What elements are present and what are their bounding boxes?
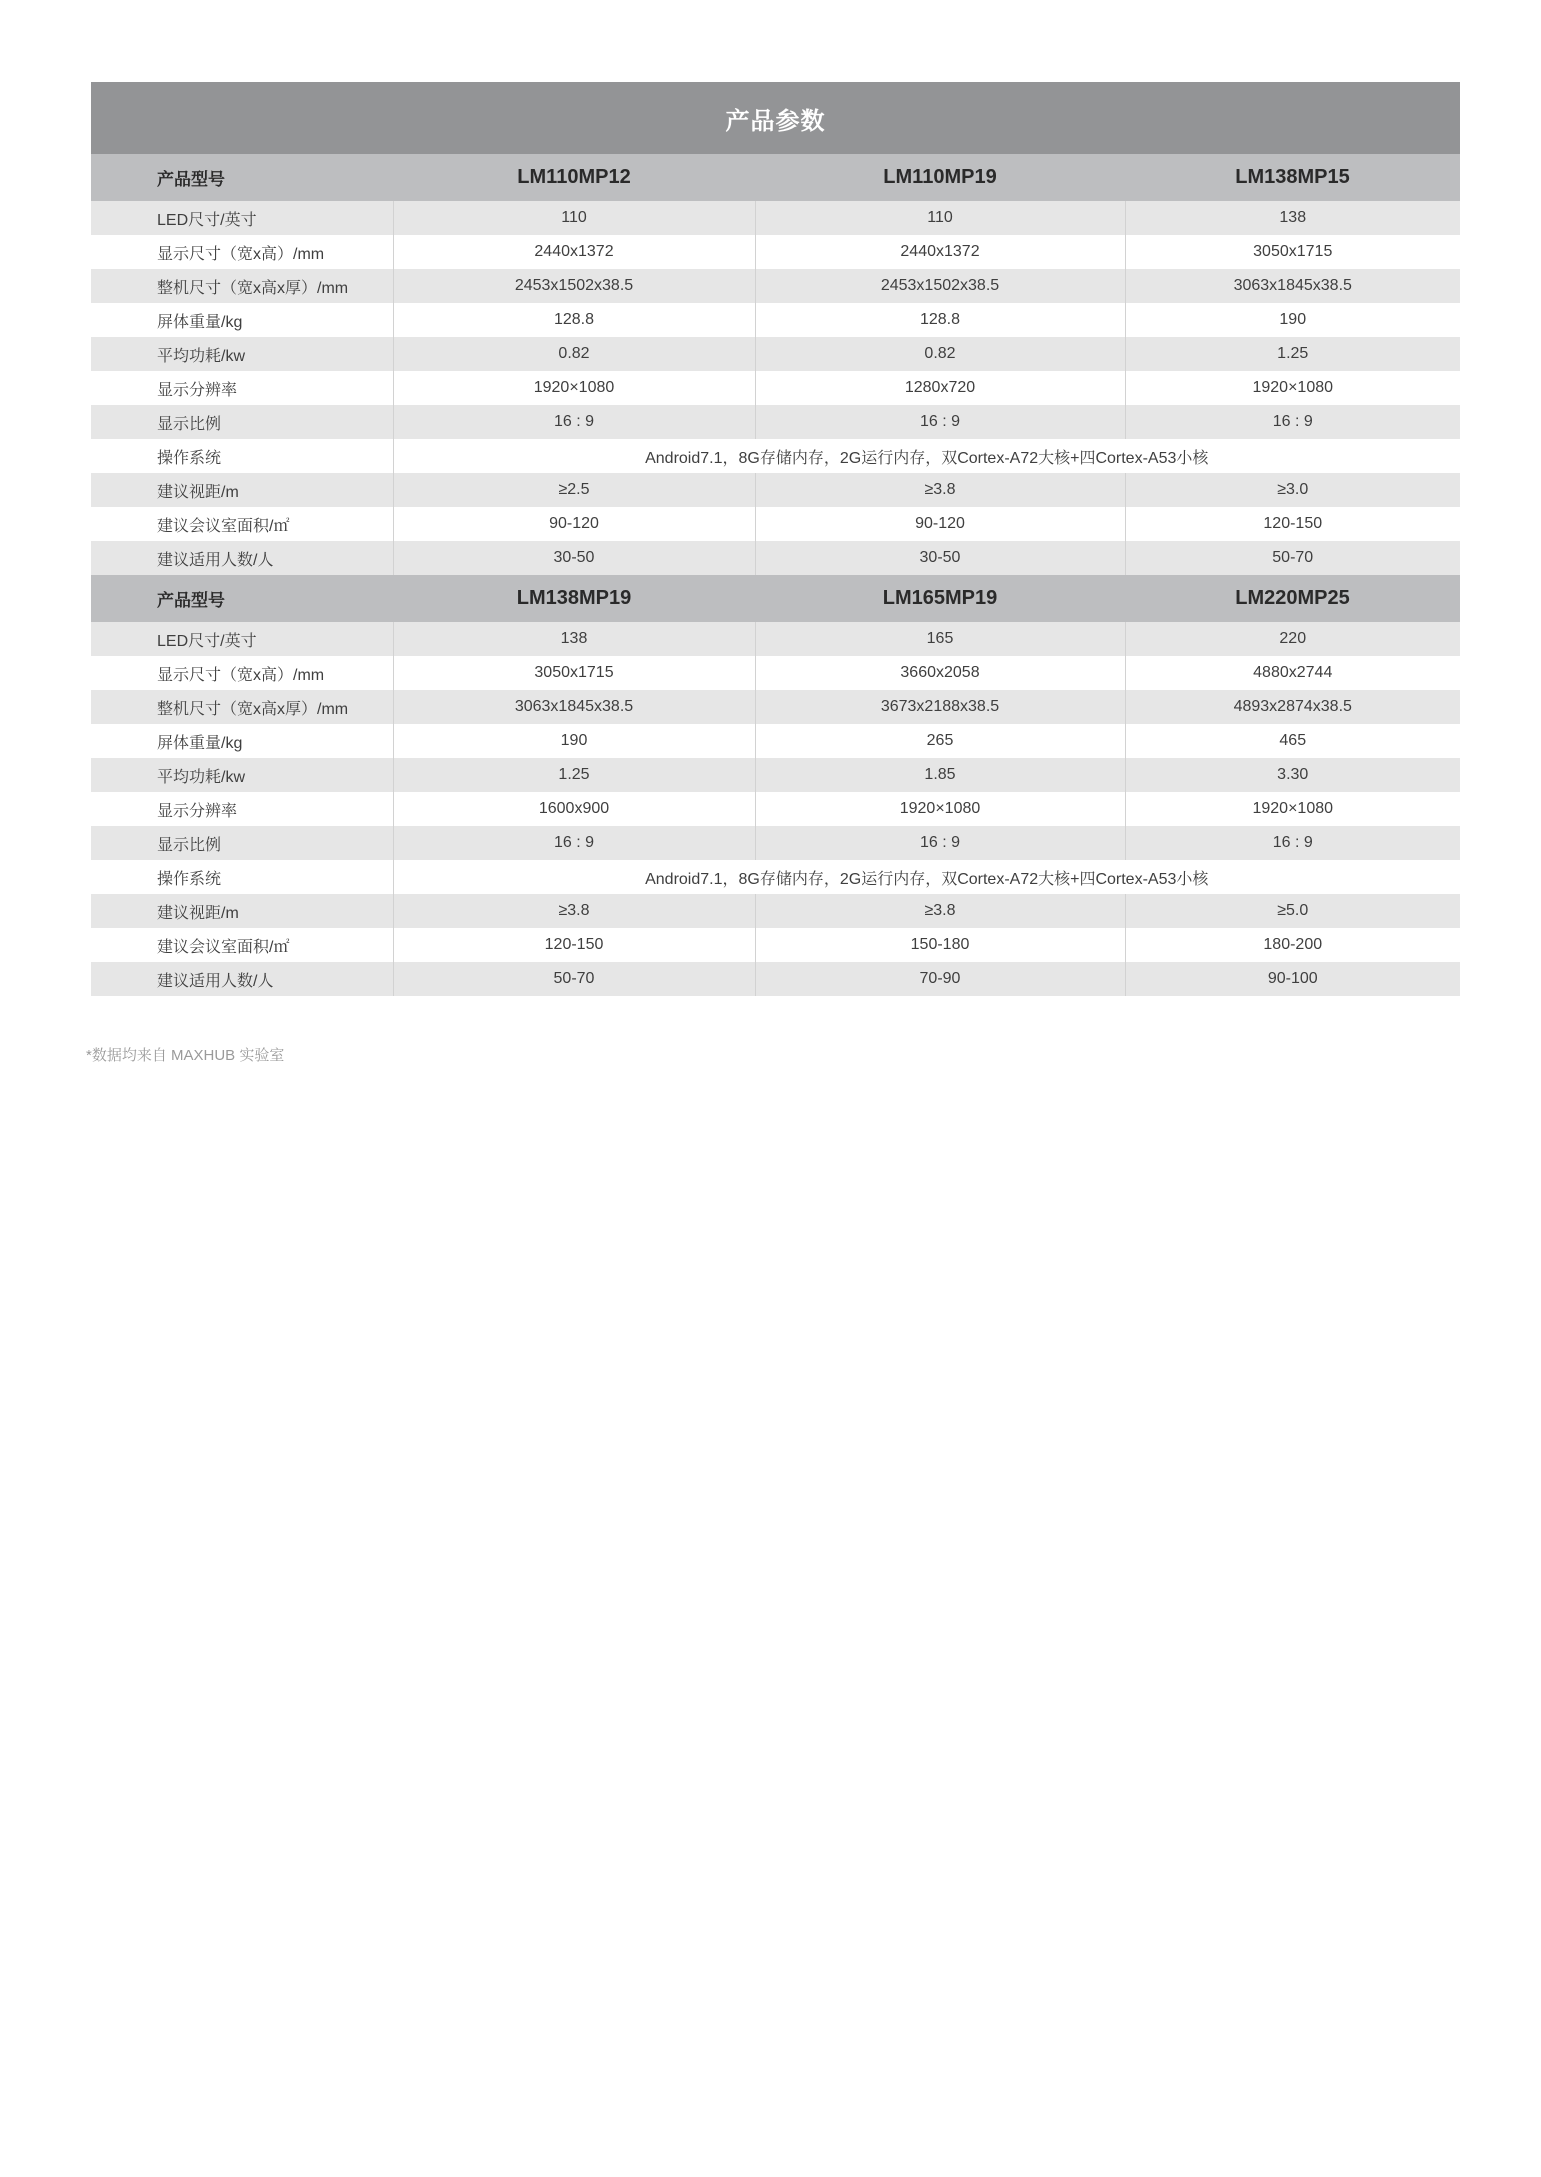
spec-value-merged: Android7.1，8G存储内存，2G运行内存，双Cortex-A72大核+四Cortex-A53小核 <box>393 860 1460 894</box>
spec-label: LED尺寸/英寸 <box>91 622 393 656</box>
spec-label: LED尺寸/英寸 <box>91 201 393 235</box>
spec-label: 建议会议室面积/㎡ <box>91 928 393 962</box>
spec-value: 120-150 <box>1125 507 1460 541</box>
model-label: 产品型号 <box>91 575 393 622</box>
spec-value: ≥5.0 <box>1125 894 1460 928</box>
spec-value: 30-50 <box>755 541 1125 575</box>
spec-value: ≥3.0 <box>1125 473 1460 507</box>
spec-label: 建议视距/m <box>91 473 393 507</box>
spec-value: 4893x2874x38.5 <box>1125 690 1460 724</box>
spec-value: ≥3.8 <box>755 473 1125 507</box>
spec-row <box>91 201 1460 235</box>
spec-value: ≥3.8 <box>393 894 755 928</box>
spec-row <box>91 826 1460 860</box>
spec-label: 建议视距/m <box>91 894 393 928</box>
spec-label: 平均功耗/kw <box>91 337 393 371</box>
spec-row <box>91 622 1460 656</box>
spec-label: 显示尺寸（宽x高）/mm <box>91 235 393 269</box>
spec-value: 2440x1372 <box>393 235 755 269</box>
spec-value: 50-70 <box>393 962 755 996</box>
spec-value: 110 <box>755 201 1125 235</box>
spec-value: 1920×1080 <box>393 371 755 405</box>
spec-value: 1.85 <box>755 758 1125 792</box>
spec-value: 2453x1502x38.5 <box>393 269 755 303</box>
spec-label: 显示尺寸（宽x高）/mm <box>91 656 393 690</box>
spec-value: 50-70 <box>1125 541 1460 575</box>
spec-value: 70-90 <box>755 962 1125 996</box>
spec-value: 150-180 <box>755 928 1125 962</box>
spec-value: 90-100 <box>1125 962 1460 996</box>
spec-row <box>91 724 1460 758</box>
model-label: 产品型号 <box>91 154 393 201</box>
spec-row <box>91 439 1460 473</box>
spec-value: 1.25 <box>393 758 755 792</box>
model-name: LM110MP12 <box>393 154 755 201</box>
spec-value: 90-120 <box>755 507 1125 541</box>
spec-row <box>91 269 1460 303</box>
spec-value: 1280x720 <box>755 371 1125 405</box>
spec-value: 2440x1372 <box>755 235 1125 269</box>
spec-value: 16 : 9 <box>1125 405 1460 439</box>
spec-value: 1920×1080 <box>1125 371 1460 405</box>
spec-value: 16 : 9 <box>393 405 755 439</box>
spec-value: 16 : 9 <box>1125 826 1460 860</box>
spec-value: 3050x1715 <box>393 656 755 690</box>
spec-value: 3050x1715 <box>1125 235 1460 269</box>
spec-row <box>91 656 1460 690</box>
spec-row <box>91 792 1460 826</box>
spec-label: 平均功耗/kw <box>91 758 393 792</box>
spec-value: 4880x2744 <box>1125 656 1460 690</box>
spec-row <box>91 690 1460 724</box>
spec-label: 操作系统 <box>91 860 393 894</box>
spec-value: 30-50 <box>393 541 755 575</box>
spec-row <box>91 303 1460 337</box>
model-header-row <box>91 154 1460 201</box>
spec-row <box>91 928 1460 962</box>
spec-value: 220 <box>1125 622 1460 656</box>
spec-value: 3063x1845x38.5 <box>1125 269 1460 303</box>
spec-value: 3660x2058 <box>755 656 1125 690</box>
spec-row <box>91 894 1460 928</box>
table-title-row <box>91 82 1460 154</box>
spec-row <box>91 371 1460 405</box>
spec-row <box>91 235 1460 269</box>
spec-value: 90-120 <box>393 507 755 541</box>
spec-value: 0.82 <box>393 337 755 371</box>
product-spec-table <box>91 82 1460 996</box>
spec-value: 190 <box>1125 303 1460 337</box>
spec-label: 建议会议室面积/㎡ <box>91 507 393 541</box>
spec-row <box>91 541 1460 575</box>
spec-value: 265 <box>755 724 1125 758</box>
spec-label: 显示比例 <box>91 405 393 439</box>
model-name: LM138MP15 <box>1125 154 1460 201</box>
spec-value: 3063x1845x38.5 <box>393 690 755 724</box>
spec-label: 整机尺寸（宽x高x厚）/mm <box>91 269 393 303</box>
spec-row <box>91 405 1460 439</box>
spec-value: 1.25 <box>1125 337 1460 371</box>
spec-label: 显示分辨率 <box>91 792 393 826</box>
spec-value: 16 : 9 <box>393 826 755 860</box>
spec-value: 3.30 <box>1125 758 1460 792</box>
spec-value: 465 <box>1125 724 1460 758</box>
spec-row <box>91 507 1460 541</box>
spec-label: 屏体重量/kg <box>91 724 393 758</box>
spec-value: 2453x1502x38.5 <box>755 269 1125 303</box>
spec-value: ≥3.8 <box>755 894 1125 928</box>
spec-label: 显示比例 <box>91 826 393 860</box>
spec-value: 1600x900 <box>393 792 755 826</box>
spec-label: 操作系统 <box>91 439 393 473</box>
spec-label: 建议适用人数/人 <box>91 962 393 996</box>
spec-row <box>91 962 1460 996</box>
spec-value: 128.8 <box>393 303 755 337</box>
model-name: LM110MP19 <box>755 154 1125 201</box>
spec-value: 16 : 9 <box>755 405 1125 439</box>
spec-value: 180-200 <box>1125 928 1460 962</box>
spec-row <box>91 337 1460 371</box>
spec-value: ≥2.5 <box>393 473 755 507</box>
spec-value: 1920×1080 <box>755 792 1125 826</box>
spec-value: 138 <box>1125 201 1460 235</box>
spec-label: 建议适用人数/人 <box>91 541 393 575</box>
model-name: LM220MP25 <box>1125 575 1460 622</box>
spec-label: 显示分辨率 <box>91 371 393 405</box>
spec-value: 1920×1080 <box>1125 792 1460 826</box>
spec-value-merged: Android7.1，8G存储内存，2G运行内存，双Cortex-A72大核+四Cortex-A53小核 <box>393 439 1460 473</box>
spec-label: 屏体重量/kg <box>91 303 393 337</box>
spec-label: 整机尺寸（宽x高x厚）/mm <box>91 690 393 724</box>
spec-table-body <box>91 82 1460 996</box>
table-title: 产品参数 <box>91 82 1460 154</box>
spec-row <box>91 473 1460 507</box>
model-name: LM165MP19 <box>755 575 1125 622</box>
spec-value: 128.8 <box>755 303 1125 337</box>
spec-value: 110 <box>393 201 755 235</box>
model-header-row <box>91 575 1460 622</box>
spec-value: 138 <box>393 622 755 656</box>
spec-value: 165 <box>755 622 1125 656</box>
spec-value: 120-150 <box>393 928 755 962</box>
spec-value: 0.82 <box>755 337 1125 371</box>
spec-value: 16 : 9 <box>755 826 1125 860</box>
spec-value: 190 <box>393 724 755 758</box>
spec-row <box>91 758 1460 792</box>
spec-value: 3673x2188x38.5 <box>755 690 1125 724</box>
model-name: LM138MP19 <box>393 575 755 622</box>
spec-row <box>91 860 1460 894</box>
footnote: *数据均来自 MAXHUB 实验室 <box>86 1047 285 1064</box>
